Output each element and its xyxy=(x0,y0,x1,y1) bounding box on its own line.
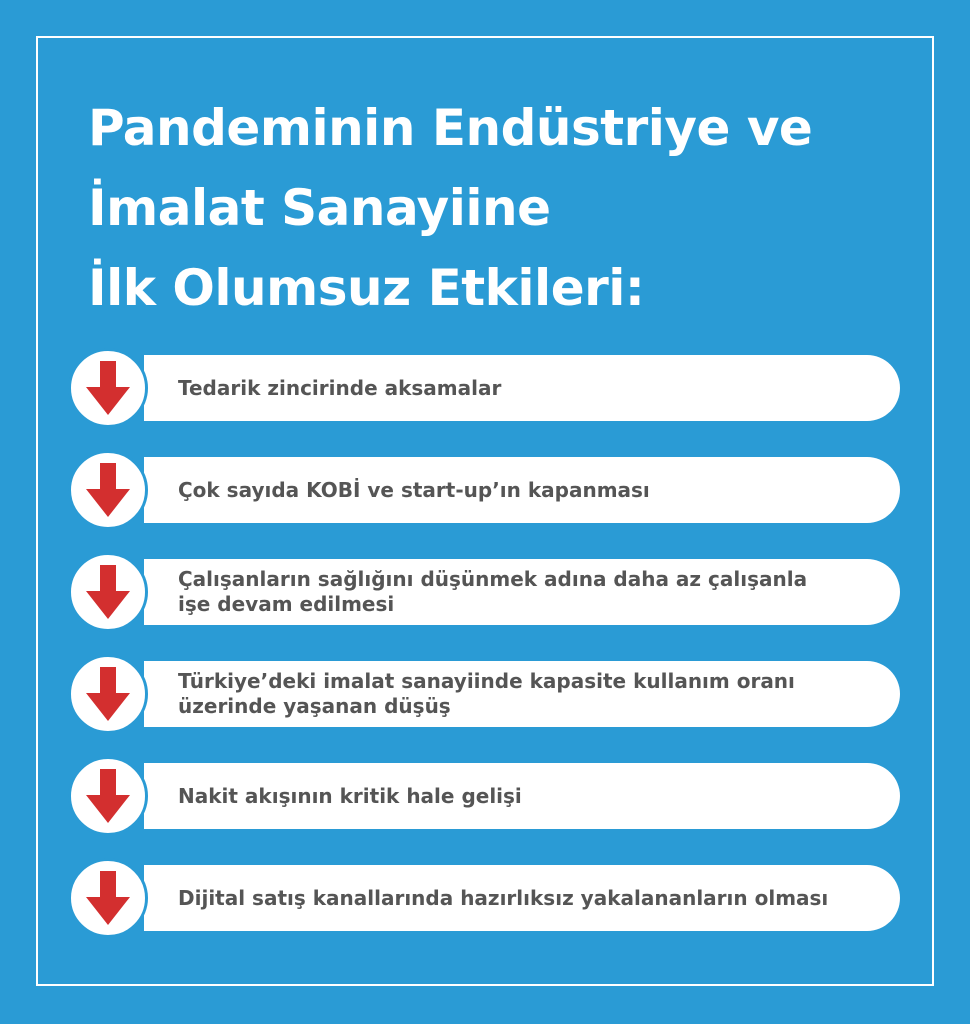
arrow-badge xyxy=(68,348,148,428)
arrow-down-icon xyxy=(86,361,130,415)
item-pill xyxy=(144,763,900,829)
arrow-down-icon xyxy=(86,463,130,517)
arrow-badge xyxy=(68,654,148,734)
list-item-sme-closures xyxy=(68,450,900,530)
title-line: Pandeminin Endüstriye ve xyxy=(88,99,813,157)
arrow-badge xyxy=(68,756,148,836)
item-line: Çok sayıda KOBİ ve start-up’ın kapanması xyxy=(178,477,650,502)
title-line: İmalat Sanayiine xyxy=(88,179,551,237)
item-pill xyxy=(144,457,900,523)
item-pill xyxy=(144,661,900,727)
item-line: üzerinde yaşanan düşüş xyxy=(178,694,451,718)
list-item-cash-flow xyxy=(68,756,900,836)
item-line: Tedarik zincirinde aksamalar xyxy=(178,375,502,400)
arrow-badge xyxy=(68,552,148,632)
list-item-fewer-employees xyxy=(68,552,900,632)
item-line: Türkiye’deki imalat sanayiinde kapasite kullanım oranı xyxy=(178,669,795,693)
item-line: Dijital satış kanallarında hazırlıksız yakalananların olması xyxy=(178,885,829,910)
item-text xyxy=(178,376,501,401)
arrow-down-icon xyxy=(86,871,130,925)
item-line: işe devam edilmesi xyxy=(178,592,395,616)
arrow-down-icon xyxy=(86,667,130,721)
arrow-badge xyxy=(68,450,148,530)
item-pill xyxy=(144,355,900,421)
arrow-down-icon xyxy=(86,769,130,823)
item-text xyxy=(178,478,650,503)
item-line: Nakit akışının kritik hale gelişi xyxy=(178,783,522,808)
item-text xyxy=(178,784,522,809)
item-text xyxy=(178,567,807,617)
item-pill xyxy=(144,559,900,625)
arrow-down-icon xyxy=(86,565,130,619)
item-pill xyxy=(144,865,900,931)
list-item-digital-sales xyxy=(68,858,900,938)
item-text xyxy=(178,886,828,911)
title-line: İlk Olumsuz Etkileri: xyxy=(88,259,645,317)
list-item-supply-chain xyxy=(68,348,900,428)
item-text xyxy=(178,669,795,719)
page-title xyxy=(88,88,812,328)
list-item-capacity-drop xyxy=(68,654,900,734)
arrow-badge xyxy=(68,858,148,938)
item-line: Çalışanların sağlığını düşünmek adına daha az çalışanla xyxy=(178,567,808,591)
